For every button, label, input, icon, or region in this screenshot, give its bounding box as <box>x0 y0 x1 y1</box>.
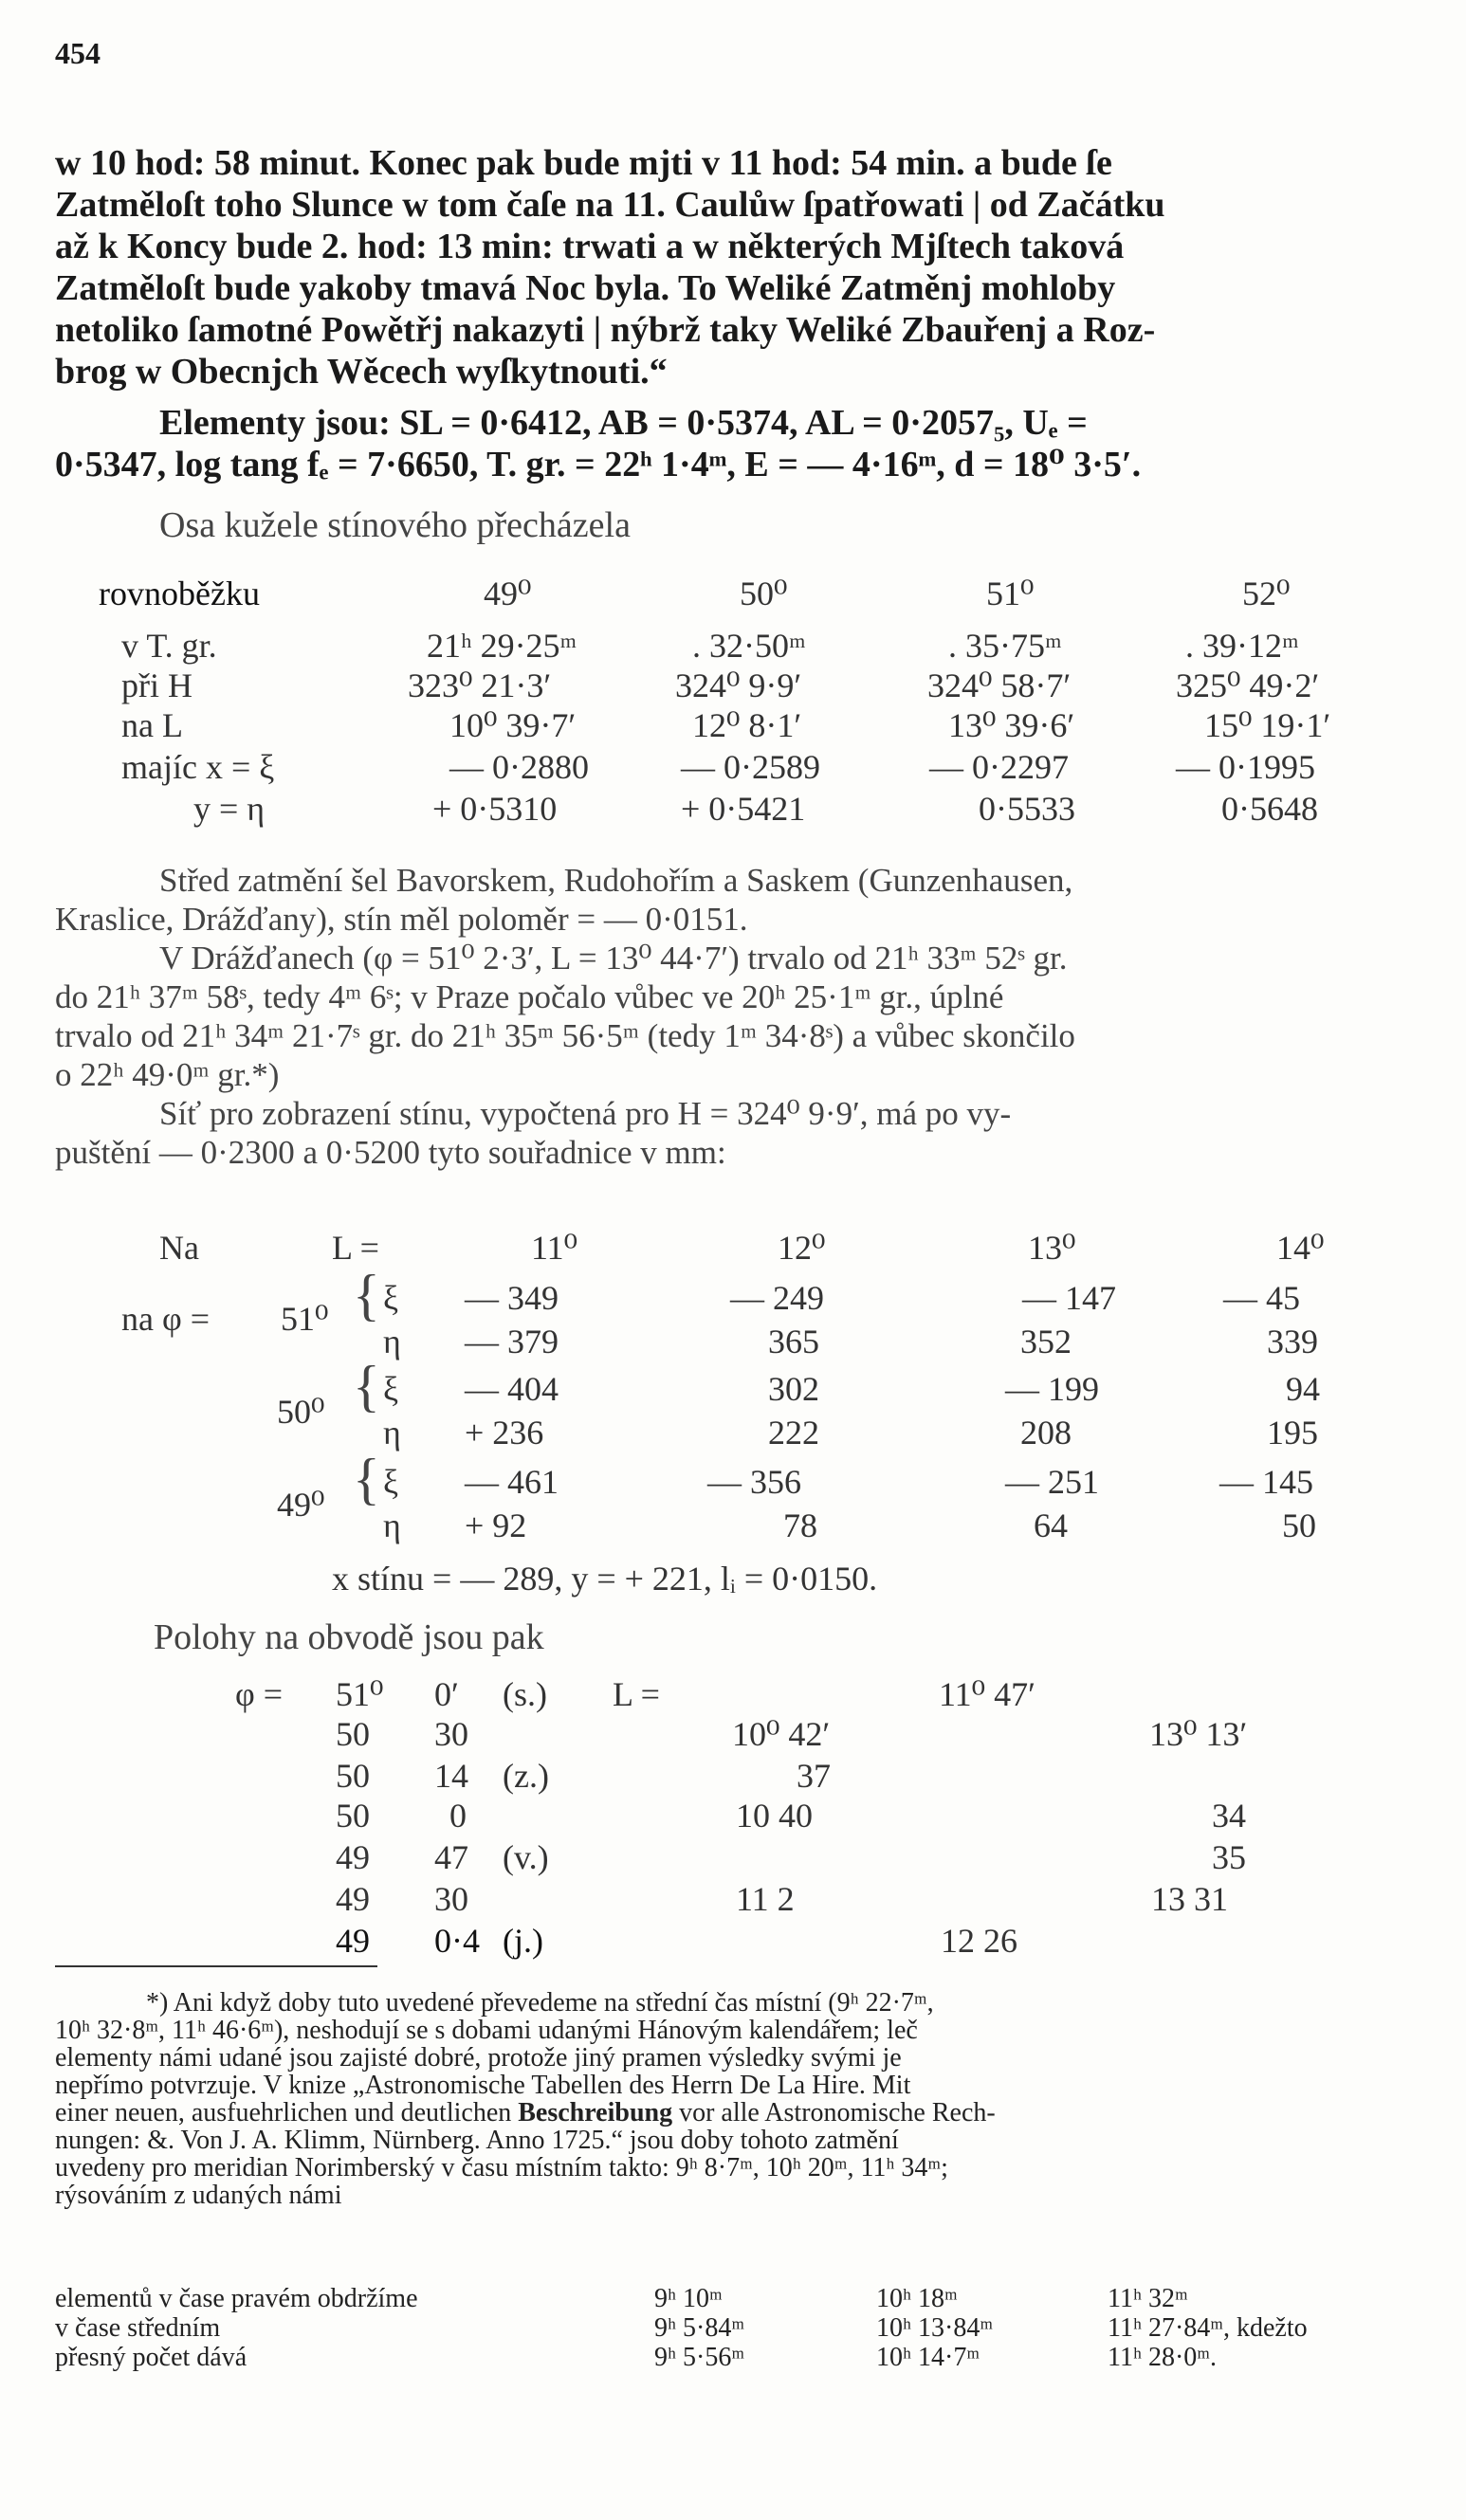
table-cell: 35 <box>1212 1838 1246 1876</box>
table-cell: 47 <box>434 1838 468 1876</box>
table-cell: φ = <box>235 1675 284 1713</box>
text-span: vor alle Astronomische Rech- <box>672 2098 996 2127</box>
table-cell: 11 2 <box>736 1880 795 1918</box>
table-label-na: Na <box>159 1229 199 1267</box>
table-row-label: y = η <box>193 790 266 828</box>
table-cell: 50 <box>336 1757 370 1795</box>
table-cell: (v.) <box>503 1838 549 1876</box>
table-header-cell: 52⁰ <box>1242 575 1291 612</box>
table-cell: — 0·2880 <box>449 748 589 786</box>
symbol-eta: η <box>383 1414 401 1452</box>
text-line: w 10 hod: 58 minut. Konec pak bude mjti v 11 hod: 54 min. a bude ſe <box>55 143 1112 183</box>
table-header-cell: 50⁰ <box>740 575 788 612</box>
table-cell: 208 <box>1020 1414 1072 1452</box>
table-cell: — 461 <box>465 1463 559 1501</box>
latitude-label: 49⁰ <box>277 1486 325 1524</box>
symbol-eta: η <box>383 1323 401 1360</box>
text-line: uvedeny pro meridian Norimberský v času místním takto: 9ʰ 8·7ᵐ, 10ʰ 20ᵐ, 11ʰ 34ᵐ; <box>55 2153 948 2182</box>
table-cell: — 349 <box>465 1279 559 1317</box>
table-cell: 13⁰ 39·6′ <box>948 706 1075 744</box>
symbol-xi: ξ <box>383 1370 399 1408</box>
table-cell: 49 <box>336 1922 370 1960</box>
table-cell: — 0·2297 <box>929 748 1069 786</box>
table-cell: 12 26 <box>941 1922 1017 1960</box>
table-cell: — 379 <box>465 1323 559 1360</box>
text-line: Zatměloſt bude yakoby tmavá Noc byla. To Weliké Zatměnj mohloby <box>55 268 1116 308</box>
table-row-label: majíc x = ξ <box>121 748 275 786</box>
elements-paragraph <box>55 402 1420 485</box>
text-line: o 22ʰ 49·0ᵐ gr.*) <box>55 1056 280 1093</box>
text-line: brog w Obecnjch Wěcech wyſkytnouti.“ <box>55 352 668 392</box>
table-cell: 323⁰ 21·3′ <box>408 667 552 704</box>
table-cell: 51⁰ <box>336 1675 384 1713</box>
table-cell: 10⁰ 42′ <box>732 1715 831 1753</box>
table-row-label: v čase středním <box>55 2313 221 2343</box>
table-header-cell: 51⁰ <box>986 575 1035 612</box>
table-cell: 13 31 <box>1151 1880 1228 1918</box>
text-span: einer neuen, ausfuehrlichen und deutlichen <box>55 2098 512 2127</box>
table-cell: — 45 <box>1223 1279 1300 1317</box>
table-cell: 9ʰ 5·84ᵐ <box>654 2313 745 2343</box>
table-cell: 365 <box>768 1323 819 1360</box>
table-header-cell: 12⁰ <box>778 1229 826 1267</box>
table-label-L: L = <box>332 1229 379 1267</box>
table-cell: 0·5648 <box>1221 790 1318 828</box>
table-row-label: na L <box>121 706 183 744</box>
table-cell: 50 <box>1282 1507 1316 1544</box>
table-cell: — 356 <box>707 1463 801 1501</box>
table-footer: x stínu = — 289, y = + 221, lᵢ = 0·0150. <box>332 1560 878 1598</box>
text-line: *) Ani když doby tuto uvedené převedeme na střední čas místní (9ʰ 22·7ᵐ, <box>146 1988 934 2018</box>
brace-icon: { <box>353 1448 380 1510</box>
table-cell: 10⁰ 39·7′ <box>449 706 577 744</box>
table-cell: 10ʰ 13·84ᵐ <box>876 2313 994 2343</box>
table-cell: 222 <box>768 1414 819 1452</box>
text-line <box>55 2099 1420 2127</box>
table-cell: 0 <box>449 1797 467 1835</box>
table-cell: . 32·50ᵐ <box>692 627 806 665</box>
text-span-bold: Beschreibung <box>518 2098 673 2127</box>
table-cell: — 199 <box>1005 1370 1099 1408</box>
table-header-label: rovnoběžku <box>99 575 260 612</box>
footnote-divider <box>55 1965 377 1967</box>
table-cell: (z.) <box>503 1757 549 1795</box>
table-cell: 15⁰ 19·1′ <box>1204 706 1331 744</box>
text-line: netoliko ſamotné Powětřj nakazyti | nýbrž taky Weliké Zbauřenj a Roz- <box>55 310 1156 350</box>
table-cell: — 404 <box>465 1370 559 1408</box>
text-line: Kraslice, Drážďany), stín měl poloměr = — 0·0151. <box>55 901 748 938</box>
table-cell: 9ʰ 5·56ᵐ <box>654 2343 745 2372</box>
table-label-phi: na φ = <box>121 1300 211 1338</box>
table-cell: 10ʰ 18ᵐ <box>876 2284 958 2313</box>
footnote <box>55 1989 1420 2209</box>
table-cell: . 39·12ᵐ <box>1185 627 1299 665</box>
text-line: Střed zatmění šel Bavorskem, Rudohořím a Saskem (Gunzenhausen, <box>159 862 1073 899</box>
table-header-cell: 49⁰ <box>484 575 532 612</box>
table-cell: 324⁰ 9·9′ <box>675 667 802 704</box>
table-cell: 339 <box>1267 1323 1318 1360</box>
table-cell: 0·4 <box>434 1922 480 1960</box>
symbol-xi: ξ <box>383 1463 399 1501</box>
table-cell: 0·5533 <box>979 790 1075 828</box>
table-cell: (s.) <box>503 1675 547 1713</box>
table-cell: + 236 <box>465 1414 544 1452</box>
cone-intro: Osa kužele stínového přecházela <box>159 505 631 545</box>
section-heading: Polohy na obvodě jsou pak <box>154 1617 544 1657</box>
table-row-label: elementů v čase pravém obdržíme <box>55 2284 418 2313</box>
table-cell: 11ʰ 28·0ᵐ. <box>1108 2343 1217 2372</box>
table-cell: (j.) <box>503 1922 543 1960</box>
table-row-label: v T. gr. <box>121 627 217 665</box>
table-cell: 11ʰ 32ᵐ <box>1108 2284 1188 2313</box>
table-cell: 34 <box>1212 1797 1246 1835</box>
table-cell: — 147 <box>1022 1279 1116 1317</box>
intro-paragraph <box>55 142 1420 393</box>
symbol-eta: η <box>383 1507 401 1544</box>
table-cell: 324⁰ 58·7′ <box>927 667 1072 704</box>
table-cell: — 145 <box>1219 1463 1313 1501</box>
table-cell: . 35·75ᵐ <box>948 627 1062 665</box>
text-line: trvalo od 21ʰ 34ᵐ 21·7ˢ gr. do 21ʰ 35ᵐ 56·5ᵐ (tedy 1ᵐ 34·8ˢ) a vůbec skončilo <box>55 1017 1075 1054</box>
table-header-cell: 13⁰ <box>1028 1229 1076 1267</box>
text-line: 0·5347, log tang fₑ = 7·6650, T. gr. = 22ʰ 1·4ᵐ, E = — 4·16ᵐ, d = 18⁰ 3·5′. <box>55 445 1142 484</box>
table-cell: 352 <box>1020 1323 1072 1360</box>
table-cell: 13⁰ 13′ <box>1149 1715 1248 1753</box>
table-cell: 49 <box>336 1880 370 1918</box>
table-cell: 325⁰ 49·2′ <box>1176 667 1320 704</box>
table-cell: + 0·5310 <box>432 790 558 828</box>
table-cell: + 92 <box>465 1507 527 1544</box>
table-row-label: přesný počet dává <box>55 2343 247 2372</box>
table-cell: 11⁰ 47′ <box>939 1675 1035 1713</box>
text-line: Zatměloſt toho Slunce w tom čaſe na 11. Caulůw ſpatřowati | od Začátku <box>55 185 1165 225</box>
table-cell: 50 <box>336 1797 370 1835</box>
text-line: elementy námi udané jsou zajisté dobré, protože jiný pramen výsledky svými je <box>55 2043 902 2073</box>
text-line: 10ʰ 32·8ᵐ, 11ʰ 46·6ᵐ), neshodují se s dobami udanými Hánovým kalendářem; leč <box>55 2016 918 2045</box>
table-header-cell: 14⁰ <box>1276 1229 1325 1267</box>
latitude-label: 51⁰ <box>281 1300 329 1338</box>
table-cell: 11ʰ 27·84ᵐ, kdežto <box>1108 2313 1308 2343</box>
text-line: rýsováním z udaných námi <box>55 2181 342 2210</box>
text-line: až k Koncy bude 2. hod: 13 min: trwati a w některých Mjſtech taková <box>55 227 1125 266</box>
table-cell: 49 <box>336 1838 370 1876</box>
text-line: nungen: &. Von J. A. Klimm, Nürnberg. Anno 1725.“ jsou doby tohoto zatmění <box>55 2126 899 2155</box>
text-line: V Drážďanech (φ = 51⁰ 2·3′, L = 13⁰ 44·7′) trvalo od 21ʰ 33ᵐ 52ˢ gr. <box>159 940 1068 977</box>
text-line: Síť pro zobrazení stínu, vypočtená pro H = 324⁰ 9·9′, má po vy- <box>159 1095 1012 1132</box>
text-line: puštění — 0·2300 a 0·5200 tyto souřadnice v mm: <box>55 1134 726 1171</box>
table-cell: — 249 <box>730 1279 824 1317</box>
table-cell: 37 <box>797 1757 831 1795</box>
table-cell: 30 <box>434 1880 468 1918</box>
table-cell: L = <box>613 1675 660 1713</box>
table-cell: 195 <box>1267 1414 1318 1452</box>
table-cell: + 0·5421 <box>681 790 806 828</box>
table-cell: 10 40 <box>736 1797 813 1835</box>
table-cell: 64 <box>1034 1507 1068 1544</box>
table-cell: 9ʰ 10ᵐ <box>654 2284 723 2313</box>
table-cell: 302 <box>768 1370 819 1408</box>
table-cell: — 0·2589 <box>681 748 820 786</box>
latitude-label: 50⁰ <box>277 1393 325 1431</box>
table-cell: 10ʰ 14·7ᵐ <box>876 2343 980 2372</box>
table-cell: 50 <box>336 1715 370 1753</box>
table-cell: 94 <box>1286 1370 1320 1408</box>
table-row-label: při H <box>121 667 192 704</box>
table-header-cell: 11⁰ <box>531 1229 578 1267</box>
page-number: 454 <box>55 36 101 70</box>
brace-icon: { <box>353 1355 380 1417</box>
table-cell: 14 <box>434 1757 468 1795</box>
symbol-xi: ξ <box>383 1279 399 1317</box>
table-cell: 30 <box>434 1715 468 1753</box>
text-line: do 21ʰ 37ᵐ 58ˢ, tedy 4ᵐ 6ˢ; v Praze počalo vůbec ve 20ʰ 25·1ᵐ gr., úplné <box>55 978 1004 1015</box>
text-line: Elementy jsou: SL = 0·6412, AB = 0·5374, AL = 0·2057₅, Uₑ = <box>159 403 1088 443</box>
table-cell: 21ʰ 29·25ᵐ <box>427 627 577 665</box>
text-line: nepřímo potvrzuje. V knize „Astronomische Tabellen des Herrn De La Hire. Mit <box>55 2071 911 2100</box>
table-cell: — 0·1995 <box>1176 748 1315 786</box>
table-cell: 78 <box>783 1507 817 1544</box>
table-cell: 12⁰ 8·1′ <box>692 706 802 744</box>
middle-paragraph <box>55 861 1420 1172</box>
table-cell: 0′ <box>434 1675 459 1713</box>
brace-icon: { <box>353 1264 380 1326</box>
table-cell: — 251 <box>1005 1463 1099 1501</box>
